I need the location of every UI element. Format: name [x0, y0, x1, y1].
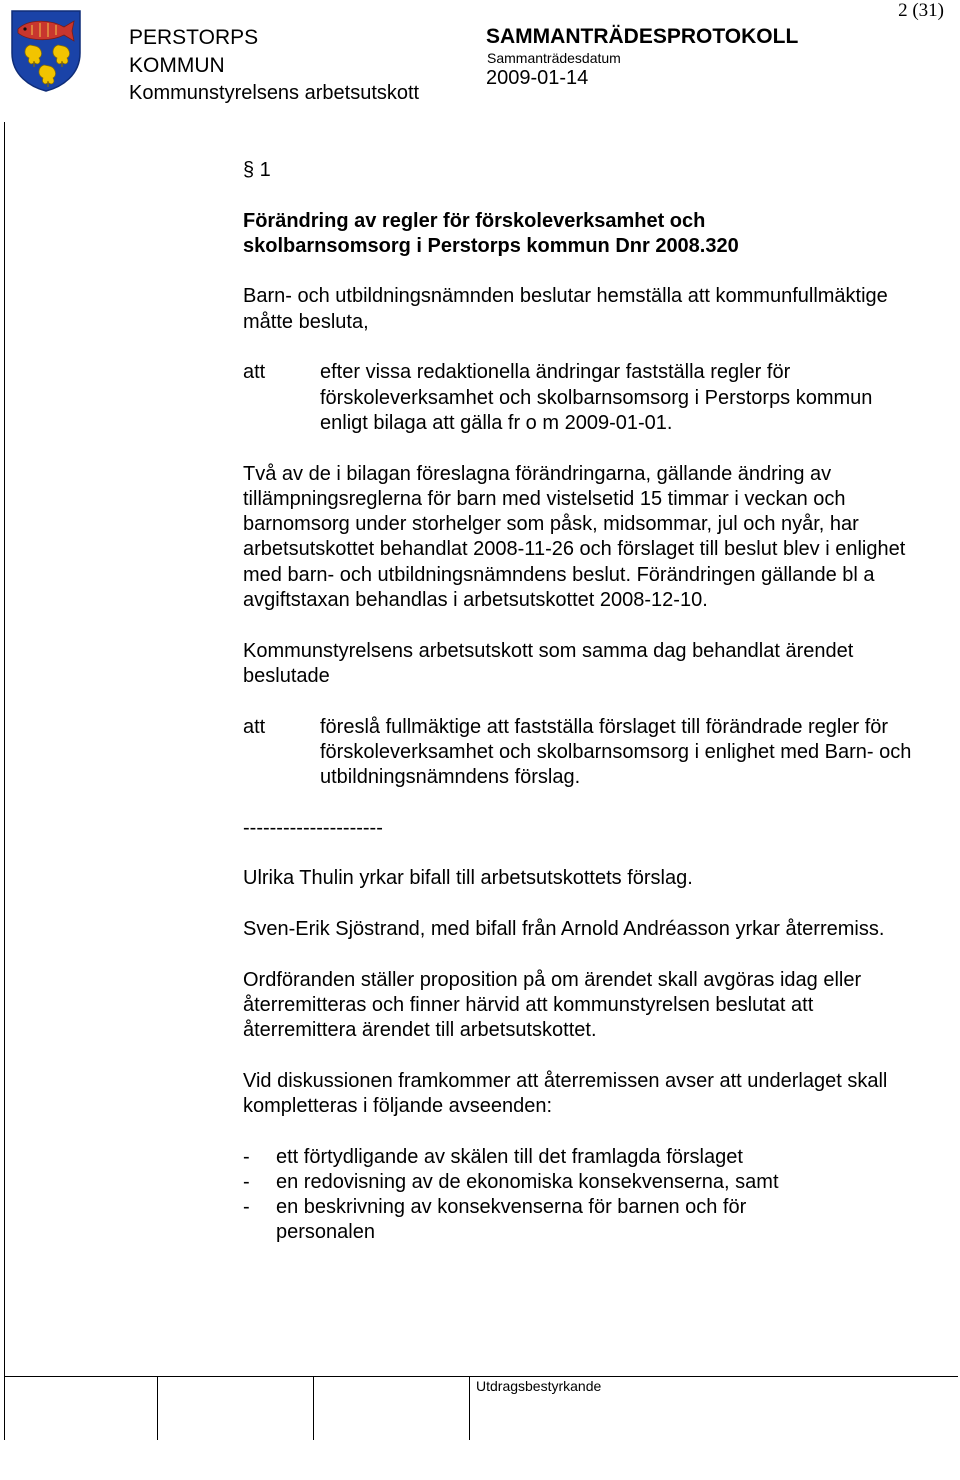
document-type: SAMMANTRÄDESPROTOKOLL: [486, 25, 799, 48]
section-title-line1: Förändring av regler för förskoleverksamhet och: [243, 209, 706, 232]
list-dash: -: [243, 1196, 250, 1219]
section-number: § 1: [243, 159, 271, 181]
list-dash: -: [243, 1170, 250, 1193]
paragraph-intro: Barn- och utbildningsnämnden beslutar hemställa att kommunfullmäktige måtte besluta,: [243, 285, 888, 333]
paragraph-motion-1: Ulrika Thulin yrkar bifall till arbetsutskottets förslag.: [243, 867, 693, 890]
att-text: efter vissa redaktionella ändringar fastställa regler för förskoleverksamhet och skolbarnsomsorg i Perstorps kommun enligt bilaga att gälla fr o m 2009-01-01.: [320, 361, 873, 434]
organization-name: [129, 24, 419, 106]
signature-box-divider: [313, 1376, 314, 1440]
supplement-list: [243, 1145, 923, 1246]
org-unit: Kommunstyrelsens arbetsutskott: [129, 82, 420, 104]
org-name-line2: KOMMUN: [129, 54, 225, 77]
decision-clause-2: [243, 715, 923, 791]
paragraph-background: Två av de i bilagan föreslagna förändringarna, gällande ändring av tillämpningsreglerna för barn med vistelsetid 15 timmar i veckan och barnomsorg under storhelger som påsk, midsommar, jul och nyår, har arbetsutskottet behandlat 2008-11-26 och förslaget till beslut blev i enlighet med barn- och utbildningsnämndens beslut. Förändringen gällande bl a avgiftstaxan behandlas i arbetsutskottet 2008-12-10.: [243, 462, 906, 612]
att-label: att: [243, 715, 266, 738]
section-title-line2: skolbarnsomsorg i Perstorps kommun Dnr 2008.320: [243, 234, 739, 257]
list-text: en beskrivning av konsekvenserna för barnen och för personalen: [276, 1196, 747, 1244]
list-item: [243, 1145, 923, 1170]
org-name-line1: PERSTORPS: [129, 26, 259, 49]
list-text: ett förtydligande av skälen till det framlagda förslaget: [276, 1145, 743, 1168]
meeting-date: 2009-01-14: [486, 67, 589, 89]
paragraph-motion-2: Sven-Erik Sjöstrand, med bifall från Arnold Andréasson yrkar återremiss.: [243, 917, 885, 940]
paragraph-committee: Kommunstyrelsens arbetsutskott som samma dag behandlat ärendet beslutade: [243, 639, 854, 687]
signature-box-divider: [469, 1376, 470, 1440]
left-margin-rule: [4, 122, 5, 1440]
meeting-date-label: Sammanträdesdatum: [487, 50, 621, 66]
decision-clause-1: [243, 360, 923, 436]
paragraph-discussion: Vid diskussionen framkommer att återremissen avser att underlaget skall kompletteras i följande avseenden:: [243, 1069, 888, 1117]
list-item: [243, 1170, 923, 1195]
extract-certification-label: Utdragsbestyrkande: [476, 1378, 602, 1394]
protocol-content: [243, 158, 923, 1246]
footer-rule: [4, 1376, 958, 1377]
paragraph-proposition: Ordföranden ställer proposition på om ärendet skall avgöras idag eller återremitteras och finner härvid att kommunstyrelsen beslutat att återremittera ärendet till arbetsutskottet.: [243, 968, 862, 1042]
att-label: att: [243, 361, 266, 384]
list-item: [243, 1195, 923, 1246]
list-dash: -: [243, 1145, 250, 1168]
coat-of-arms-logo: [10, 9, 82, 93]
att-text: föreslå fullmäktige att fastställa förslaget till förändrade regler för förskoleverksamhet och skolbarnsomsorg i enlighet med Barn- och utbildningsnämndens förslag.: [320, 715, 912, 789]
text-divider: ---------------------: [243, 816, 383, 839]
signature-box-divider: [157, 1376, 158, 1440]
list-text: en redovisning av de ekonomiska konsekvenserna, samt: [276, 1170, 779, 1193]
page-number: 2 (31): [898, 0, 944, 21]
